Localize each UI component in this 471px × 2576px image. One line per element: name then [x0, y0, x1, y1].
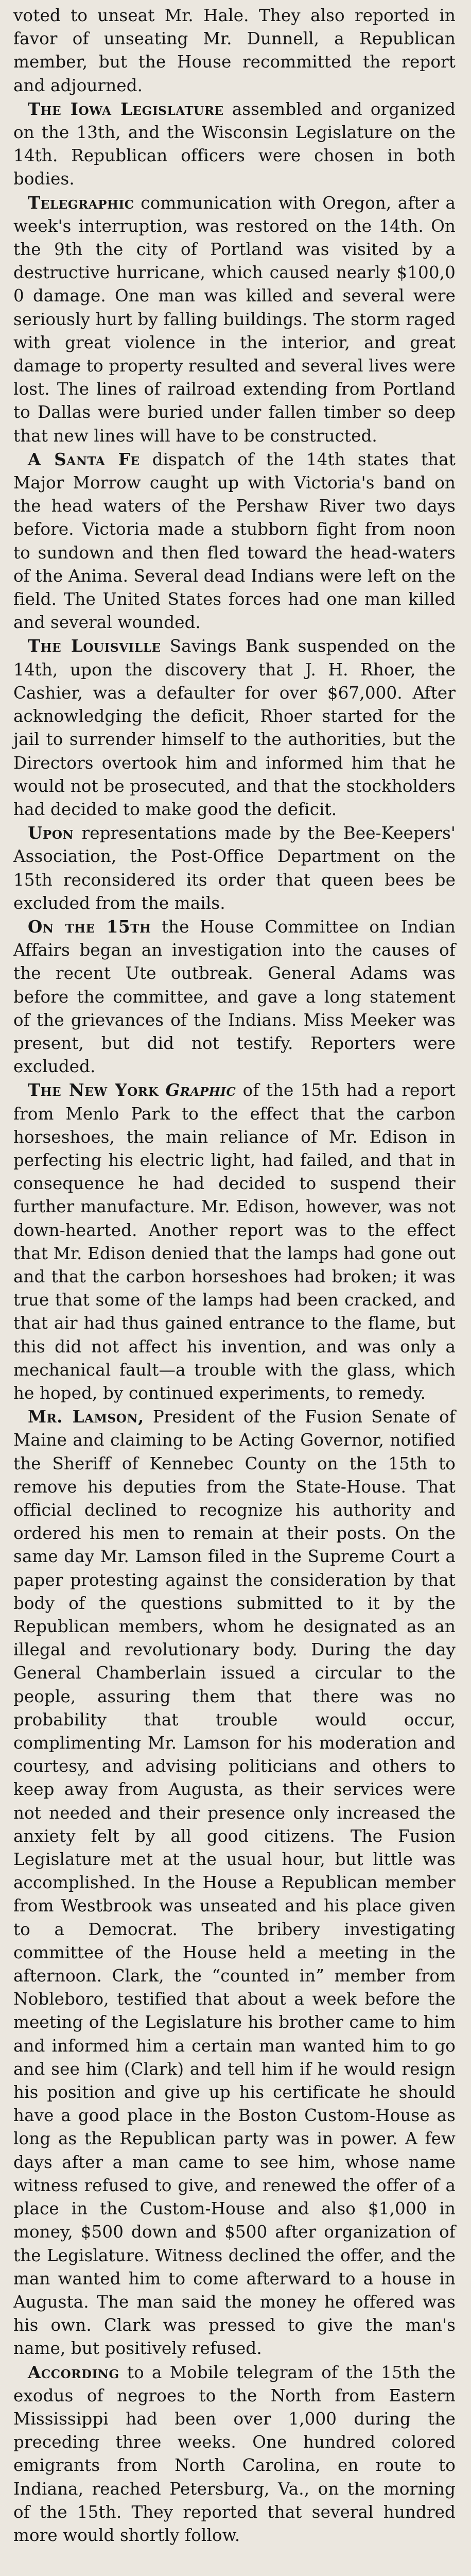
paragraph-lead: Telegraphic [28, 192, 134, 213]
paragraph-hale-unseating [13, 4, 456, 97]
paragraph-text: President of the Fusion Senate of Maine and claiming to be Acting Governor, notified the Sheriff of Kennebec County on the 15th to remove his deputies from the State-House. That official declined to recognize his authority and ordered his men to remain at their posts. On the same day Mr. Lamson filed in the Supreme Court a paper protesting against the consideration by that body of the questions submitted to it by the Republican members, whom he designated as an illegal and revolutionary body. During the day General Chamberlain issued a circular to the people, assuring them that there was no probability that trouble would occur, complimenting Mr. Lamson for his moderation and courtesy, and advising politicians and others to keep away from Augusta, as their services were not needed and their presence only increased the anxiety felt by all good citizens. The Fusion Legislature met at the usual hour, but little was accomplished. In the House a Republican member from Westbrook was unseated and his place given to a Democrat. The bribery investigating committee of the House held a meeting in the afternoon. Clark, the “counted in” member from Nobleboro, testified that about a week before the meeting of the Legislature his brother came to him and informed him a certain man wanted him to go and see him (Clark) and tell him if he would resign his position and give up his certificate he should have a good place in the Boston Custom-House as long as the Republican party was in power. A few days after a man came to see him, whose name witness refused to give, and renewed the offer of a place in the Custom-House and also $1,000 in money, $500 down and $500 after organization of the Legislature. Witness declined the offer, and the man wanted him to come afterward to a house in Augusta. The man said the money he offered was his own. Clark was pressed to give the man's name, but positively refused. [13, 1407, 456, 2359]
paragraph-text: assembled and organized on the 13th, and the Wisconsin Legislature on the 14th. Republican officers were chosen in both bodies. [13, 99, 456, 189]
paragraph-maine-lamson [13, 1405, 456, 2360]
news-column [13, 4, 456, 2547]
paragraph-lead: On the 15th [28, 916, 151, 937]
paragraph-mobile-exodus [13, 2361, 456, 2548]
paragraph-lead: The Louisville [28, 636, 161, 656]
paragraph-text: dispatch of the 14th states that Major Morrow caught up with Victoria's band on the head waters of the Pershaw River two days before. Victoria made a stubborn fight from noon to sundown and then fled toward the head-waters of the Anima. Several dead Indians were left on the field. The United States forces had one man killed and several wounded. [13, 449, 456, 633]
paragraph-iowa-legislature [13, 97, 456, 191]
paragraph-lead: According [28, 2362, 119, 2382]
paragraph-indian-affairs [13, 915, 456, 1078]
paragraph-text: voted to unseat Mr. Hale. They also reported in favor of unseating Mr. Dunnell, a Republican member, but the House recommitted the report and adjourned. [13, 6, 456, 95]
paragraph-lead-italic: Graphic [165, 1080, 236, 1100]
paragraph-oregon-telegraph [13, 191, 456, 448]
paragraph-louisville-bank [13, 634, 456, 821]
paragraph-santa-fe [13, 448, 456, 635]
paragraph-text: to a Mobile telegram of the 15th the exodus of negroes to the North from Eastern Mississippi had been over 1,000 during the preceding three weeks. One hundred colored emigrants from North Carolina, en route to Indiana, reached Petersburg, Va., on the morning of the 15th. They reported that several hundred more would shortly follow. [13, 2362, 456, 2545]
paragraph-lead: The New York [28, 1080, 159, 1100]
paragraph-lead: Upon [28, 823, 74, 843]
paragraph-lead: Mr. Lamson, [28, 1406, 144, 1427]
paragraph-text: communication with Oregon, after a week's interruption, was restored on the 14th. On the 9th the city of Portland was visited by a destructive hurricane, which caused nearly $100,0 0 damage. One man was killed and several were seriously hurt by falling buildings. The storm raged with great violence in the interior, and great damage to property resulted and several lives were lost. The lines of railroad extending from Portland to Dallas were buried under fallen timber so deep that new lines will have to be constructed. [13, 193, 456, 446]
paragraph-text: representations made by the Bee-Keepers' Association, the Post-Office Department on the 15th reconsidered its order that queen bees be excluded from the mails. [13, 823, 456, 913]
paragraph-text: Savings Bank suspended on the 14th, upon the discovery that J. H. Rhoer, the Cashier, was a defaulter for over $67,000. After acknowledging the deficit, Rhoer started for the jail to surrender himself to the authorities, but the Directors overtook him and informed him that he would not be prosecuted, and that the stockholders had decided to make good the deficit. [13, 636, 456, 819]
paragraph-lead: A Santa Fe [28, 449, 140, 469]
paragraph-text: the House Committee on Indian Affairs began an investigation into the causes of the recent Ute outbreak. General Adams was before the committee, and gave a long statement of the grievances of the Indians. Miss Meeker was present, but did not testify. Reporters were excluded. [13, 917, 456, 1077]
paragraph-edison-light [13, 1078, 456, 1405]
paragraph-lead: The Iowa Legislature [28, 98, 224, 119]
paragraph-bee-keepers [13, 821, 456, 915]
paragraph-text: of the 15th had a report from Menlo Park to the effect that the carbon horseshoes, the main reliance of Mr. Edison in perfecting his electric light, had failed, and that in consequence he had decided to suspend their further manufacture. Mr. Edison, however, was not down-hearted. Another report was to the effect that Mr. Edison denied that the lamps had gone out and that the carbon horseshoes had broken; it was true that some of the lamps had been cracked, and that air had thus gained entrance to the flame, but this did not affect his invention, and was only a mechanical fault—a trouble with the glass, which he hoped, by continued experiments, to remedy. [13, 1080, 456, 1403]
